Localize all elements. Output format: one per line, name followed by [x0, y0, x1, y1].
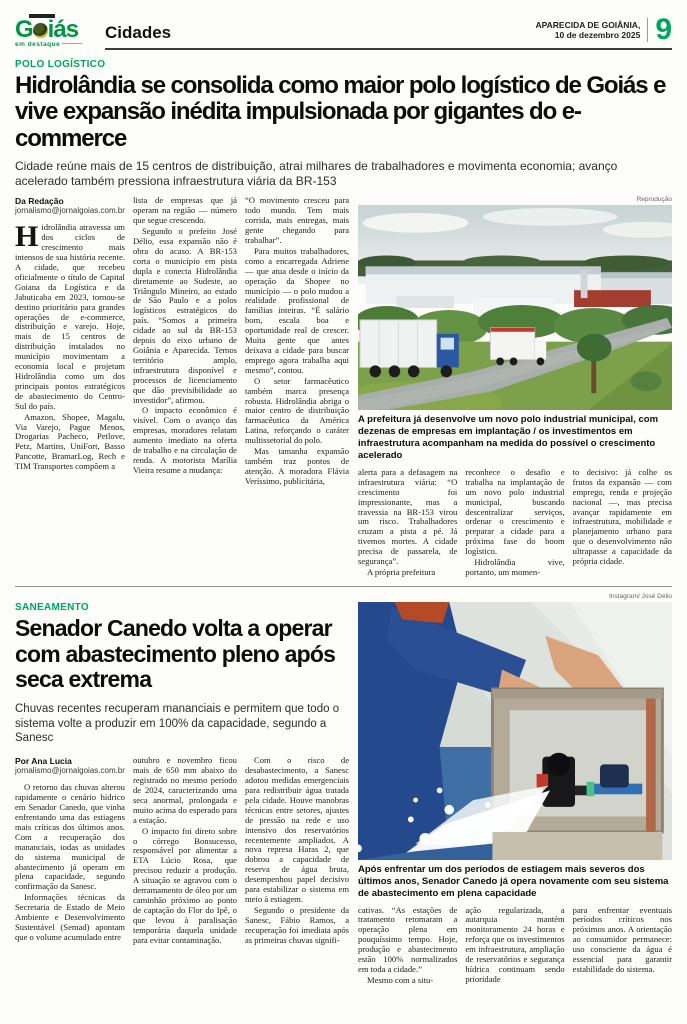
article2-columns: [15, 756, 349, 945]
body-paragraph: alerta para a defasagem na infraestrutura viária: “O crescimento foi impressionante, mas a travessia na BR-153 virou um risco. Trabalhadores cruzam a pista a pé. Já tivemos mortes. A cidade precisa de passarela, de segurança”.: [358, 466, 458, 567]
article1-left-columns: [15, 196, 349, 577]
body-paragraph: “O movimento cresceu para todo mundo. Tem mais corrida, mais entregas, mais gente chegando para trabalhar”.: [244, 195, 350, 246]
article2-photo-block: [358, 593, 672, 986]
article1-column-4: [358, 468, 457, 578]
body-paragraph: Mesmo com a situ-: [367, 974, 434, 985]
body-paragraph: O impacto econômico é visível. Com o avanço das empresas, moradores relatam aumento imediato na oferta de trabalho e na circulação de renda. A motorista Marília Vieira resume a mudança:: [132, 405, 237, 475]
body-paragraph: O retorno das chuvas alterou rapidamente o cenário hídrico em Senador Canedo, que vinha enfrentando uma das estiagens mais críticas dos últimos anos. Com a recuperação dos mananciais, todas as unidades do sistema municipal de abastecimento já operam em plena capacidade, segundo confirmação da Sanesc.: [15, 782, 125, 892]
photo-credit: Reprodução: [636, 196, 672, 204]
masthead: [15, 14, 672, 50]
article1-column-2: [133, 196, 237, 577]
dateline: [535, 20, 640, 40]
photo-credit: Instagram/ José Délio: [609, 592, 672, 600]
industrial-park-photo: [358, 205, 672, 410]
body-paragraph: Com o risco de desabastecimento, a Sanesc adotou medidas emergenciais para redistribuir água tratada pela cidade. Houve manobras técnicas entre setores, ajustes de pressão na rede e uso intensivo dos reservatórios recentemente ampliados. A nova represa Haras 2, que dobrou a capacidade de reserva de água bruta, desempenhou papel decisivo para estabilizar o sistema em meio à estiagem.: [244, 755, 350, 904]
article2-headline: Senador Canedo volta a operar com abastecimento pleno após seca extrema: [15, 614, 336, 693]
body-paragraph: outubro e novembro ficou mais de 650 mm abaixo do registrado no mesmo período de 2024, caracterizando uma seca anormal, prolongada e muito acima do esperado para a estação.: [132, 755, 237, 825]
article2-left: [15, 593, 349, 986]
article2-bottom-columns: [358, 906, 672, 986]
article-separator: [15, 586, 672, 587]
article1-photo-block: [358, 196, 672, 577]
body-paragraph: Para muitos trabalhadores, como a encarregada Adriene — que atua desde o início da operação da Shopee no município — o polo mudou a realidade profissional de famílias inteiras. “É salário bom, escala boa e oportunidade real de crescer. Muita gente que antes deixava a cidade para buscar emprego agora trabalha aqui mesmo”, contou.: [244, 245, 350, 375]
body-paragraph: to decisivo: já colhe os frutos da expansão — com emprego, renda e projeção nacional —, mas precisa avançar rapidamente em infraestrutura, mobilidade e planejamento urbano para que o desenvolvimento não ultrapasse a capacidade da própria cidade.: [572, 466, 672, 567]
body-paragraph: A própria prefeitura: [367, 566, 436, 577]
drop-cap: H: [15, 220, 39, 254]
article1-column-5: [465, 468, 564, 578]
body-paragraph: Segundo o presidente da Sanesc, Fábio Ramos, a recuperação foi imediata após as primeiras chuvas signifi-: [244, 904, 350, 945]
article1-column-1: [15, 196, 125, 577]
newspaper-logo: [15, 14, 99, 50]
body-paragraph: Segundo o prefeito José Délio, essa expansão não é obra do acaso. A BR-153 corta o município em pista dupla e conecta Hidrolândia diretamente ao Sudeste, ao Triângulo Mineiro, ao estado de São Paulo e a polos logísticos estratégicos do país. “Somos a primeira cidade ao sul da BR-153 depois do eixo urbano de Goiânia e Aparecida. Temos território amplo, infraestrutura disponível e processos de licenciamento que dão previsibilidade ao investidor”, afirmou.: [132, 226, 237, 405]
logo-wordmark: [15, 16, 99, 43]
article2-column-4: [358, 906, 457, 986]
article1-column-6: [573, 468, 672, 578]
article1-deck: Cidade reúne mais de 15 centros de distribuição, atrai milhares de trabalhadores e movimenta economia; avanço acelerado também pressiona infraestrutura viária da BR-153: [15, 159, 618, 188]
dateline-date: 10 de dezembro 2025: [554, 30, 641, 40]
article2-column-2: [133, 756, 237, 945]
article2-deck: Chuvas recentes recuperam mananciais e permitem que todo o sistema volte a produzir em 100% da capacidade, segundo a Sanesc: [15, 703, 340, 744]
article1-column-3: [245, 196, 349, 577]
logo-letters-rest: iás: [47, 16, 79, 43]
article1-kicker: POLO LOGÍSTICO: [15, 59, 106, 70]
article2-column-5: [465, 906, 564, 986]
body-paragraph: para enfrentar eventuais períodos críticos nos próximos anos. A orientação ao consumidor permanece: uso consciente da água é essencial para garantir estabilidade do sistema.: [572, 904, 672, 974]
masthead-divider: [647, 18, 648, 42]
masthead-right: [105, 13, 672, 50]
byline: Da Redação: [15, 196, 64, 207]
byline-email: jornalismo@jornalgoias.com.br: [15, 206, 125, 216]
article1-headline: Hidrolândia se consolida como maior polo logístico de Goiás e vive expansão inédita impulsionada por gigantes do e-commerce: [15, 72, 666, 152]
body-paragraph: O setor farmacêutico também marca presença robusta. Hidrolândia abriga o maior centro de distribuição farmacêutica da América Latina, reforçando o caráter multissetorial do polo.: [244, 375, 350, 446]
body-paragraph: lista de empresas que já operam na região — número que segue crescendo.: [132, 195, 237, 226]
body-paragraph: Hidrolândia atravessa um dos ciclos de crescimento mais intensos de sua história recente. A cidade, que recebeu oficialmente o título de Capital Goiana da Logística e da Jabuticaba em 2023, tornou-se destino prioritário para grandes operações de e-commerce, distribuição e varejo. Hoje, mais de 15 centros de distribuição instalados no município movimentam a economia local e projetam Hidrolândia como um dos principais pontos estratégicos de abastecimento do Centro-Sul do país.: [15, 220, 125, 411]
body-paragraph: Informações técnicas da Secretaria de Estado de Meio Ambiente e Desenvolvimento Sustentável (Semad) apontam que o volume acumulado entre: [15, 892, 125, 942]
logo-tagline: em destaque: [15, 41, 99, 48]
body-paragraph: Amazon, Shopee, Magalu, Via Varejo, Pague Menos, Drogarias Pacheco, Petlove, Petz, Martins, UniFort, Basso Pancotte, BramarLog, Rech e TIM Transportes compõem a: [15, 411, 125, 472]
page-number: 9: [655, 13, 672, 46]
dateline-city: APARECIDA DE GOIÂNIA,: [535, 19, 641, 30]
body-paragraph: ação regularizada, a autarquia mantém monitoramento 24 horas e reforça que os investimentos em infraestrutura, ampliação de reservatórios e segurança hídrica continuam sendo prioridade: [465, 904, 565, 984]
byline: Por Ana Lucia: [15, 756, 72, 767]
jabuticaba-icon: [33, 23, 48, 38]
article2-column-1: [15, 756, 125, 945]
photo2-caption: Após enfrentar um dos períodos de estiagem mais severos dos últimos anos, Senador Canedo já opera novamente com seu sistema de abastecimento em plena capacidade: [358, 863, 669, 899]
photo1-caption: A prefeitura já desenvolve um novo polo industrial municipal, com dezenas de empresas em implantação / os investimentos em infraestrutura acompanham na medida do possível o crescimento acelerado: [358, 414, 659, 462]
body-paragraph: O impacto foi direto sobre o córrego Bonsucesso, responsável por alimentar a ETA Lúcio Rosa, que precisou reduzir a produção. A situação se agravou com o derramamento de óleo por um caminhão próximo ao ponto de captação do Flor do Ipê, o que levou à paralisação temporária daquela unidade para evitar contaminação.: [132, 825, 237, 945]
body-paragraph: cativas. “As estações de tratamento retomaram a operação plena em pouquíssimo tempo. Hoje, produção e abastecimento estão 100% normalizados em toda a cidade.”: [358, 904, 458, 974]
body-paragraph: Hidrolândia vive, portanto, um momen-: [465, 557, 565, 577]
dateline-block: [535, 13, 672, 46]
section-title: Cidades: [105, 23, 172, 42]
logo-letter-g: G: [15, 16, 33, 43]
byline-email: jornalismo@jornalgoias.com.br: [15, 766, 125, 776]
article-saneamento: [15, 593, 672, 986]
water-valve-photo: [358, 602, 672, 860]
body-paragraph: reconhece o desafio e trabalha na implantação de um novo polo industrial municipal, buscando descentralizar serviços, ordenar o crescimento e preparar a cidade para a próxima fase do boom logístico.: [465, 466, 565, 557]
article2-column-3: [245, 756, 349, 945]
article2-column-6: [573, 906, 672, 986]
body-paragraph: Mas tamanha expansão também traz pontos de atenção. A moradora Flávia Veríssimo, publicitária,: [244, 446, 350, 486]
article1-bottom-columns: [358, 468, 672, 578]
article-polo-logistico: [15, 59, 672, 578]
article2-kicker: SANEAMENTO: [15, 601, 89, 613]
